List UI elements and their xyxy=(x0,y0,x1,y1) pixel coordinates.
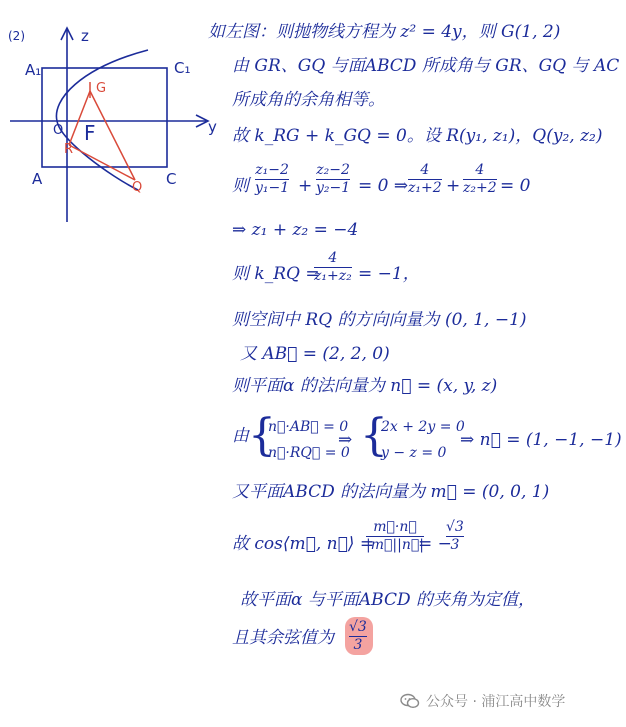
fraction-3 xyxy=(408,163,442,195)
line7-prefix: 则 k_RQ = xyxy=(232,264,320,284)
segment-RQ xyxy=(69,145,135,180)
y-axis-label: y xyxy=(208,118,217,136)
fraction-6-num: m⃗·n⃗ xyxy=(373,519,417,535)
fraction-1-num: z₁−2 xyxy=(255,162,289,178)
watermark xyxy=(400,691,565,711)
parabola-curve xyxy=(56,50,148,190)
line13-end: = − xyxy=(418,534,452,554)
system1-eq1: n⃗·AB⃗ = 0 xyxy=(268,419,349,435)
label-Q: Q xyxy=(132,180,143,195)
parabola-figure xyxy=(0,0,230,230)
part-label: (2) xyxy=(8,29,25,43)
fraction-7 xyxy=(446,520,464,552)
plus-sign-2: + xyxy=(446,176,461,196)
label-C1: C₁ xyxy=(174,59,191,77)
fraction-2 xyxy=(316,163,350,195)
left-brace-1: { xyxy=(248,410,276,461)
line-angle-relation: 由 GR、GQ 与面ABCD 所成角与 GR、GQ 与 AC xyxy=(232,56,620,76)
system1-eq2: n⃗·RQ⃗ = 0 xyxy=(268,445,350,461)
wechat-icon xyxy=(400,693,420,709)
line11-end: ⇒ n⃗ = (1, −1, −1) xyxy=(460,430,622,450)
line13-prefix: 故 cos⟨m⃗, n⃗⟩ = xyxy=(232,534,375,554)
label-A1: A₁ xyxy=(25,61,42,79)
line-parabola-equation: 如左图：则抛物线方程为 z² = 4y，则 G(1, 2) xyxy=(208,22,561,42)
system2-eq2: y − z = 0 xyxy=(381,445,447,461)
label-C: C xyxy=(166,170,177,188)
fraction-5-num: 4 xyxy=(328,250,338,266)
fraction-6 xyxy=(366,520,424,552)
line-angle-complement: 所成角的余角相等。 xyxy=(232,90,385,110)
line-normal-ABCD: 又平面ABCD 的法向量为 m⃗ = (0, 0, 1) xyxy=(232,482,550,502)
fraction-answer-den: 3 xyxy=(353,636,363,653)
system2-eq1: 2x + 2y = 0 xyxy=(381,419,465,435)
fraction-3-num: 4 xyxy=(420,162,430,178)
line15-prefix: 且其余弦值为 xyxy=(232,628,334,648)
fraction-2-num: z₂−2 xyxy=(316,162,350,178)
fraction-4 xyxy=(463,163,497,195)
fraction-6-den: |m⃗||n⃗| xyxy=(366,536,424,553)
fraction-1-den: y₁−1 xyxy=(255,179,290,196)
line5-prefix: 则 xyxy=(232,176,249,196)
fraction-7-num: √3 xyxy=(446,519,464,535)
line5-mid: = 0 ⇒ xyxy=(358,176,409,196)
label-F: F xyxy=(84,121,96,145)
fraction-4-den: z₂+2 xyxy=(463,179,497,196)
fraction-4-num: 4 xyxy=(475,162,485,178)
fraction-answer-num: √3 xyxy=(349,619,367,635)
z-axis-label: z xyxy=(81,27,89,45)
line5-end: = 0 xyxy=(500,176,531,196)
fraction-1 xyxy=(255,163,289,195)
line-vector-AB: 又 AB⃗ = (2, 2, 0) xyxy=(240,344,390,364)
plus-sign-1: + xyxy=(298,176,313,196)
fraction-5-den: z₁+z₂ xyxy=(314,267,352,284)
line11-prefix: 由 xyxy=(232,426,249,446)
line-direction-vector: 则空间中 RQ 的方向向量为 (0, 1, −1) xyxy=(232,310,527,330)
fraction-7-den: 3 xyxy=(450,536,460,553)
label-R: R xyxy=(64,142,74,157)
label-A: A xyxy=(32,170,43,188)
fraction-2-den: y₂−1 xyxy=(316,179,351,196)
fraction-3-den: z₁+2 xyxy=(408,179,442,196)
label-O: O xyxy=(53,123,64,138)
line-normal-alpha: 则平面α 的法向量为 n⃗ = (x, y, z) xyxy=(232,376,498,396)
line7-end: = −1， xyxy=(358,264,420,284)
fraction-5 xyxy=(314,251,352,283)
fraction-answer xyxy=(349,620,367,652)
line-slope-sum: 故 k_RG + k_GQ = 0。设 R(y₁, z₁)，Q(y₂, z₂) xyxy=(232,126,603,146)
implies-arrow: ⇒ xyxy=(338,430,353,450)
watermark-label: 公众号 · 浦江高中数学 xyxy=(426,694,566,710)
label-G: G xyxy=(96,81,107,96)
line-z-sum: ⇒ z₁ + z₂ = −4 xyxy=(232,220,359,240)
left-brace-2: { xyxy=(360,410,388,461)
line-conclusion-angle: 故平面α 与平面ABCD 的夹角为定值， xyxy=(240,590,536,610)
